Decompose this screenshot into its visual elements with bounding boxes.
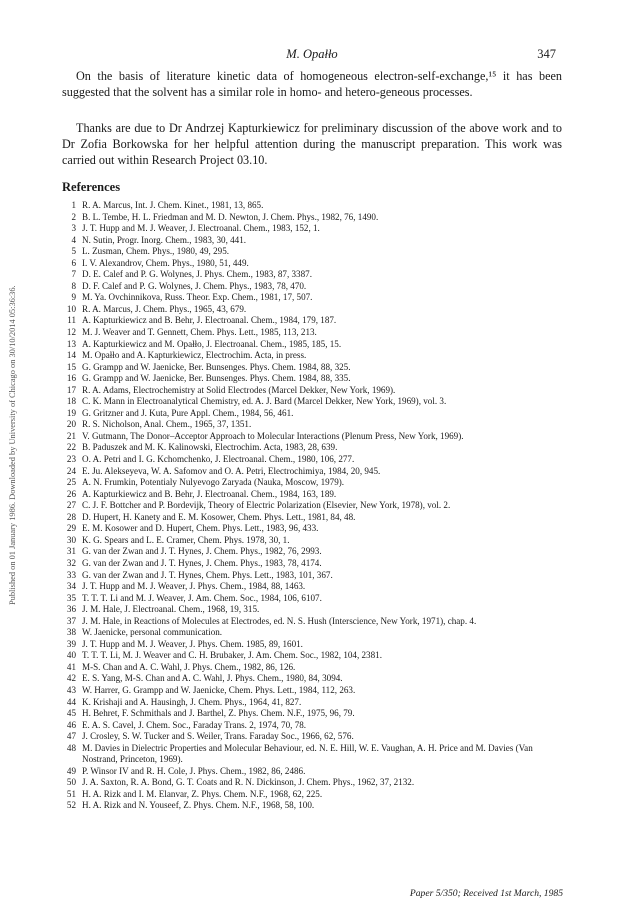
reference-item (62, 235, 562, 247)
reference-text: E. A. S. Cavel, J. Chem. Soc., Faraday Trans. 2, 1974, 70, 78. (82, 719, 307, 730)
reference-text: G. Gritzner and J. Kuta, Pure Appl. Chem., 1984, 56, 461. (82, 407, 294, 418)
reference-item (62, 627, 562, 639)
reference-number: 11 (67, 315, 76, 326)
reference-number: 30 (66, 534, 76, 545)
reference-number: 52 (66, 800, 76, 811)
reference-text: G. Grampp and W. Jaenicke, Ber. Bunsenges. Phys. Chem. 1984, 88, 335. (82, 373, 351, 384)
reference-item (62, 731, 562, 743)
reference-number: 18 (66, 396, 76, 407)
reference-text: J. T. Hupp and M. J. Weaver, J. Phys. Chem., 1984, 88, 1463. (82, 581, 306, 592)
reference-text: M. Opałło and A. Kapturkiewicz, Electrochim. Acta, in press. (82, 350, 307, 361)
reference-number: 43 (66, 684, 76, 695)
reference-text: R. A. Adams, Electrochemistry at Solid Electrodes (Marcel Dekker, New York, 1969). (82, 384, 396, 395)
reference-text: J. T. Hupp and M. J. Weaver, J. Electroanal. Chem., 1983, 152, 1. (82, 223, 320, 234)
reference-text: A. N. Frumkin, Potentialy Nulyevogo Zaryada (Nauka, Moscow, 1979). (82, 477, 345, 488)
reference-item (62, 616, 562, 628)
reference-item (62, 800, 562, 812)
reference-text: R. S. Nicholson, Anal. Chem., 1965, 37, 1351. (82, 419, 252, 430)
reference-item (62, 327, 562, 339)
reference-item (62, 408, 562, 420)
reference-number: 26 (66, 488, 76, 499)
reference-number: 28 (66, 511, 76, 522)
running-head-author: M. Opałło (286, 47, 338, 61)
reference-text: G. van der Zwan and J. T. Hynes, Chem. Phys. Lett., 1983, 101, 367. (82, 569, 333, 580)
reference-item (62, 258, 562, 270)
reference-item (62, 246, 562, 258)
reference-item (62, 466, 562, 478)
reference-text: K. Krishaji and A. Hausingh, J. Chem. Phys., 1964, 41, 827. (82, 696, 302, 707)
reference-number: 8 (71, 280, 76, 291)
reference-number: 4 (71, 234, 76, 245)
reference-number: 29 (66, 523, 76, 534)
reference-number: 19 (66, 407, 76, 418)
reference-number: 20 (66, 419, 76, 430)
reference-text: H. A. Rizk and I. M. Elanvar, Z. Phys. Chem. N.F., 1968, 62, 225. (82, 788, 323, 799)
reference-item (62, 396, 562, 408)
reference-text: O. A. Petri and I. G. Kchomchenko, J. Electroanal. Chem., 1980, 106, 277. (82, 454, 355, 465)
reference-number: 31 (66, 546, 76, 557)
reference-text: B. Paduszek and M. K. Kalinowski, Electrochim. Acta, 1983, 28, 639. (82, 442, 338, 453)
reference-number: 45 (66, 708, 76, 719)
reference-text: M. Ya. Ovchinnikova, Russ. Theor. Exp. Chem., 1981, 17, 507. (82, 292, 313, 303)
reference-text: H. A. Rizk and N. Youseef, Z. Phys. Chem. N.F., 1968, 58, 100. (82, 800, 315, 811)
reference-number: 9 (71, 292, 76, 303)
reference-item (62, 269, 562, 281)
reference-text: W. Jaenicke, personal communication. (82, 627, 223, 638)
reference-number: 46 (66, 719, 76, 730)
reference-number: 51 (66, 788, 76, 799)
reference-text: D. Hupert, H. Kanety and E. M. Kosower, Chem. Phys. Lett., 1981, 84, 48. (82, 511, 356, 522)
reference-number: 14 (66, 350, 76, 361)
reference-text: C. J. F. Bottcher and P. Bordevijk, Theory of Electric Polarization (Elsevier, New York, 1978), vol. 2. (82, 500, 451, 511)
reference-item (62, 212, 562, 224)
reference-number: 34 (66, 581, 76, 592)
reference-number: 1 (71, 200, 76, 210)
reference-text: T. T. T. Li and M. J. Weaver, J. Am. Chem. Soc., 1984, 106, 6107. (82, 592, 322, 603)
reference-text: J. Crosley, S. W. Tucker and S. Weiler, Trans. Faraday Soc., 1966, 62, 576. (82, 731, 354, 742)
reference-text: R. A. Marcus, Int. J. Chem. Kinet., 1981, 13, 865. (82, 200, 264, 210)
reference-item (62, 339, 562, 351)
reference-number: 42 (66, 673, 76, 684)
reference-number: 25 (66, 477, 76, 488)
reference-number: 17 (66, 384, 76, 395)
reference-number: 48 (66, 742, 76, 753)
reference-text: K. G. Spears and L. E. Cramer, Chem. Phys. 1978, 30, 1. (82, 534, 290, 545)
reference-text: H. Behret, F. Schmithals and J. Barthel, Z. Phys. Chem. N.F., 1975, 96, 79. (82, 708, 355, 719)
reference-item (62, 500, 562, 512)
reference-item (62, 489, 562, 501)
acknowledgement-paragraph: Thanks are due to Dr Andrzej Kapturkiewicz for preliminary discussion of the above work and to Dr Zofia Borkowska for her helpful attention during the manuscript preparation. This work was carried out within Research Project 03.10. (62, 121, 562, 167)
download-watermark-text: Published on 01 January 1986. Downloaded by University of Chicago on 30/10/2014 05:36:36. (8, 285, 17, 605)
references-list (62, 200, 562, 812)
reference-item (62, 604, 562, 616)
reference-number: 24 (66, 465, 76, 476)
reference-item (62, 743, 562, 766)
reference-text: J. A. Saxton, R. A. Bond, G. T. Coats and R. N. Dickinson, J. Chem. Phys., 1962, 37, 2132. (82, 777, 415, 788)
reference-item (62, 442, 562, 454)
reference-text: W. Harrer, G. Grampp and W. Jaenicke, Chem. Phys. Lett., 1984, 112, 263. (82, 684, 356, 695)
reference-number: 13 (66, 338, 76, 349)
reference-number: 36 (66, 604, 76, 615)
reference-item (62, 477, 562, 489)
reference-text: J. T. Hupp and M. J. Weaver, J. Phys. Chem. 1985, 89, 1601. (82, 638, 303, 649)
reference-number: 39 (66, 638, 76, 649)
reference-number: 23 (66, 454, 76, 465)
reference-number: 22 (66, 442, 76, 453)
reference-number: 35 (66, 592, 76, 603)
reference-item (62, 454, 562, 466)
reference-number: 37 (66, 615, 76, 626)
reference-number: 5 (71, 246, 76, 257)
reference-item (62, 593, 562, 605)
reference-text: G. van der Zwan and J. T. Hynes, J. Chem. Phys., 1982, 76, 2993. (82, 546, 322, 557)
reference-item (62, 581, 562, 593)
reference-number: 32 (66, 557, 76, 568)
reference-text: C. K. Mann in Electroanalytical Chemistry, ed. A. J. Bard (Marcel Dekker, New York, 1969), vol. 3. (82, 396, 447, 407)
reference-item (62, 720, 562, 732)
reference-number: 21 (66, 430, 76, 441)
reference-item (62, 673, 562, 685)
reference-number: 10 (66, 303, 76, 314)
reference-item (62, 766, 562, 778)
reference-text: G. Grampp and W. Jaenicke, Ber. Bunsenges. Phys. Chem. 1984, 88, 325. (82, 361, 351, 372)
page-number: 347 (537, 47, 556, 61)
reference-item (62, 685, 562, 697)
reference-text: P. Winsor IV and R. H. Cole, J. Phys. Chem., 1982, 86, 2486. (82, 765, 306, 776)
reference-item (62, 777, 562, 789)
reference-text: V. Gutmann, The Donor–Acceptor Approach to Molecular Interactions (Plenum Press, New York, 1969). (82, 430, 464, 441)
running-head (62, 47, 562, 63)
reference-number: 12 (66, 327, 76, 338)
reference-item (62, 281, 562, 293)
reference-item (62, 350, 562, 362)
reference-text: M. J. Weaver and T. Gennett, Chem. Phys. Lett., 1985, 113, 213. (82, 327, 317, 338)
references-heading: References (62, 180, 121, 194)
reference-item (62, 570, 562, 582)
reference-number: 49 (66, 765, 76, 776)
reference-number: 7 (71, 269, 76, 280)
reference-number: 44 (66, 696, 76, 707)
reference-item (62, 639, 562, 651)
reference-item (62, 558, 562, 570)
reference-item (62, 697, 562, 709)
reference-number: 27 (66, 500, 76, 511)
reference-text: E. M. Kosower and D. Hupert, Chem. Phys. Lett., 1983, 96, 433. (82, 523, 319, 534)
reference-item (62, 708, 562, 720)
reference-item (62, 535, 562, 547)
download-watermark (6, 165, 20, 605)
reference-text: R. A. Marcus, J. Chem. Phys., 1965, 43, 679. (82, 303, 247, 314)
reference-item (62, 789, 562, 801)
reference-item (62, 373, 562, 385)
reference-item (62, 546, 562, 558)
reference-text: A. Kapturkiewicz and M. Opałło, J. Electroanal. Chem., 1985, 185, 15. (82, 338, 342, 349)
reference-item (62, 200, 562, 212)
reference-item (62, 304, 562, 316)
reference-text: N. Sutin, Progr. Inorg. Chem., 1983, 30, 441. (82, 234, 247, 245)
reference-text: A. Kapturkiewicz and B. Behr, J. Electroanal. Chem., 1984, 163, 189. (82, 488, 337, 499)
reference-text: J. M. Hale, J. Electroanal. Chem., 1968, 19, 315. (82, 604, 260, 615)
reference-text: G. van der Zwan and J. T. Hynes, J. Chem. Phys., 1983, 78, 4174. (82, 557, 322, 568)
reference-text: I. V. Alexandrov, Chem. Phys., 1980, 51, 449. (82, 257, 249, 268)
reference-text: B. L. Tembe, H. L. Friedman and M. D. Newton, J. Chem. Phys., 1982, 76, 1490. (82, 211, 379, 222)
reference-item (62, 315, 562, 327)
reference-number: 33 (66, 569, 76, 580)
reference-number: 3 (71, 223, 76, 234)
reference-number: 40 (66, 650, 76, 661)
reference-text: J. M. Hale, in Reactions of Molecules at Electrodes, ed. N. S. Hush (Interscience, New York, 1971), chap. 4. (82, 615, 477, 626)
reference-text: M. Davies in Dielectric Properties and Molecular Behaviour, ed. N. E. Hill, W. E. Vaughan, A. H. Price and M. Davies (Van Nostrand, Princeton, 1969). (82, 742, 533, 765)
received-note: Paper 5/350; Received 1st March, 1985 (409, 888, 563, 899)
reference-number: 2 (71, 211, 76, 222)
reference-text: D. F. Calef and P. G. Wolynes, J. Chem. Phys., 1983, 78, 470. (82, 280, 307, 291)
reference-text: D. E. Calef and P. G. Wolynes, J. Phys. Chem., 1983, 87, 3387. (82, 269, 312, 280)
reference-number: 38 (66, 627, 76, 638)
reference-number: 15 (66, 361, 76, 372)
reference-text: E. Ju. Alekseyeva, W. A. Safomov and O. A. Petri, Electrochimiya, 1984, 20, 945. (82, 465, 381, 476)
reference-item (62, 292, 562, 304)
reference-item (62, 419, 562, 431)
reference-item (62, 385, 562, 397)
reference-item (62, 650, 562, 662)
reference-number: 47 (66, 731, 76, 742)
reference-number: 41 (66, 661, 76, 672)
reference-text: M-S. Chan and A. C. Wahl, J. Phys. Chem., 1982, 86, 126. (82, 661, 296, 672)
reference-text: A. Kapturkiewicz and B. Behr, J. Electroanal. Chem., 1984, 179, 187. (82, 315, 337, 326)
reference-text: T. T. T. Li, M. J. Weaver and C. H. Brubaker, J. Am. Chem. Soc., 1982, 104, 2381. (82, 650, 382, 661)
reference-item (62, 223, 562, 235)
reference-number: 6 (71, 257, 76, 268)
reference-item (62, 431, 562, 443)
reference-item (62, 523, 562, 535)
reference-item (62, 662, 562, 674)
reference-item (62, 512, 562, 524)
reference-number: 50 (66, 777, 76, 788)
reference-number: 16 (66, 373, 76, 384)
reference-item (62, 362, 562, 374)
reference-text: L. Zusman, Chem. Phys., 1980, 49, 295. (82, 246, 230, 257)
body-paragraph: On the basis of literature kinetic data of homogeneous electron-self-exchange,¹⁵ it has been suggested that the solvent has a similar role in homo- and hetero-geneous processes. (62, 69, 562, 99)
reference-text: E. S. Yang, M-S. Chan and A. C. Wahl, J. Phys. Chem., 1980, 84, 3094. (82, 673, 343, 684)
